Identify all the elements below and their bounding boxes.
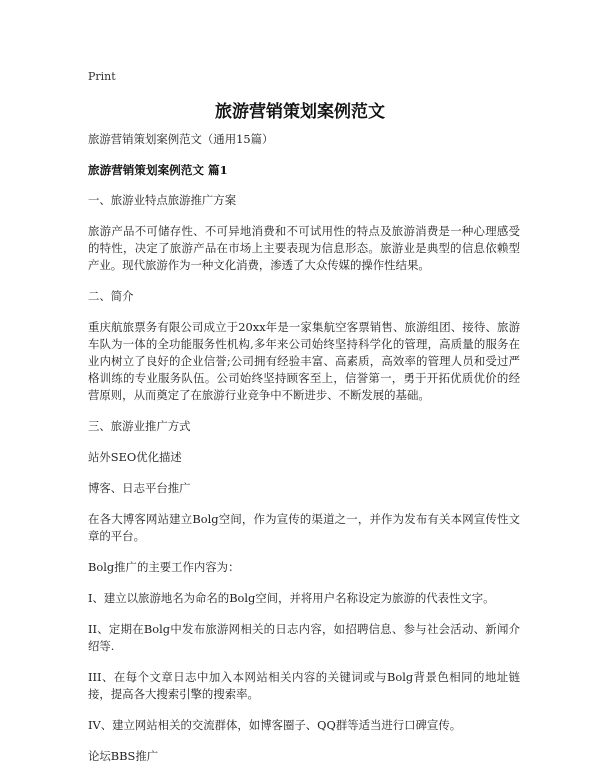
heading-tourism-features: 一、旅游业特点旅游推广方案: [88, 193, 237, 207]
paragraph-tourism-features: 旅游产品不可储存性、不可异地消费和不可试用性的特点及旅游消费是一种心理感受的特性，决定了旅游产品在市场上主要表现为信息形态。旅游业是典型的信息依赖型产业。现代旅游作为一种文化消费，渗透了大众传媒的操作性结果。: [88, 224, 520, 272]
list-item-4: IV、建立网站相关的交流群体，如博客圈子、QQ群等适当进行口碑宣传。: [88, 718, 462, 732]
list-item-3: III、在每个文章日志中加入本网站相关内容的关键词或与Bolg背景色相同的地址链接，提高各大搜索引擎的搜索率。: [88, 670, 520, 701]
section-heading: 旅游营销策划案例范文 篇1: [88, 163, 228, 177]
list-item-1: I、建立以旅游地名为命名的Bolg空间，并将用户名称设定为旅游的代表性文字。: [88, 591, 495, 605]
list-item-2: II、定期在Bolg中发布旅游网相关的日志内容，如招聘信息、参与社会活动、新闻介绍等.: [88, 622, 520, 653]
paragraph-introduction: 重庆航旅票务有限公司成立于20xx年是一家集航空客票销售、旅游组团、接待、旅游车队为一体的全功能服务性机构,多年来公司始终坚持科学化的管理，高质量的服务在业内树立了良好的企业信誉;公司拥有经验丰富、高素质，高效率的管理人员和受过严格训练的专业服务队伍。公司始终坚持顾客至上，信誉第一，勇于开拓优质优价的经营原则，从而奠定了在旅游行业竞争中不断进步、不断发展的基础。: [88, 320, 520, 402]
paragraph-blog-tasks: Bolg推广的主要工作内容为：: [88, 560, 240, 574]
heading-promotion-methods: 三、旅游业推广方式: [88, 419, 191, 433]
paragraph-blog-space: 在各大博客网站建立Bolg空间，作为宣传的渠道之一，并作为发布有关本网宣传性文章的平台。: [88, 512, 520, 543]
print-link[interactable]: Print: [88, 70, 116, 83]
paragraph-bbs: 论坛BBS推广: [88, 749, 159, 763]
document-body: [88, 131, 520, 779]
paragraph-seo: 站外SEO优化描述: [88, 450, 182, 464]
document-title: 旅游营销策划案例范文: [215, 102, 385, 122]
heading-introduction: 二、简介: [88, 289, 134, 303]
document-subtitle: 旅游营销策划案例范文（通用15篇）: [88, 132, 274, 146]
paragraph-blog-platform: 博客、日志平台推广: [88, 481, 191, 495]
